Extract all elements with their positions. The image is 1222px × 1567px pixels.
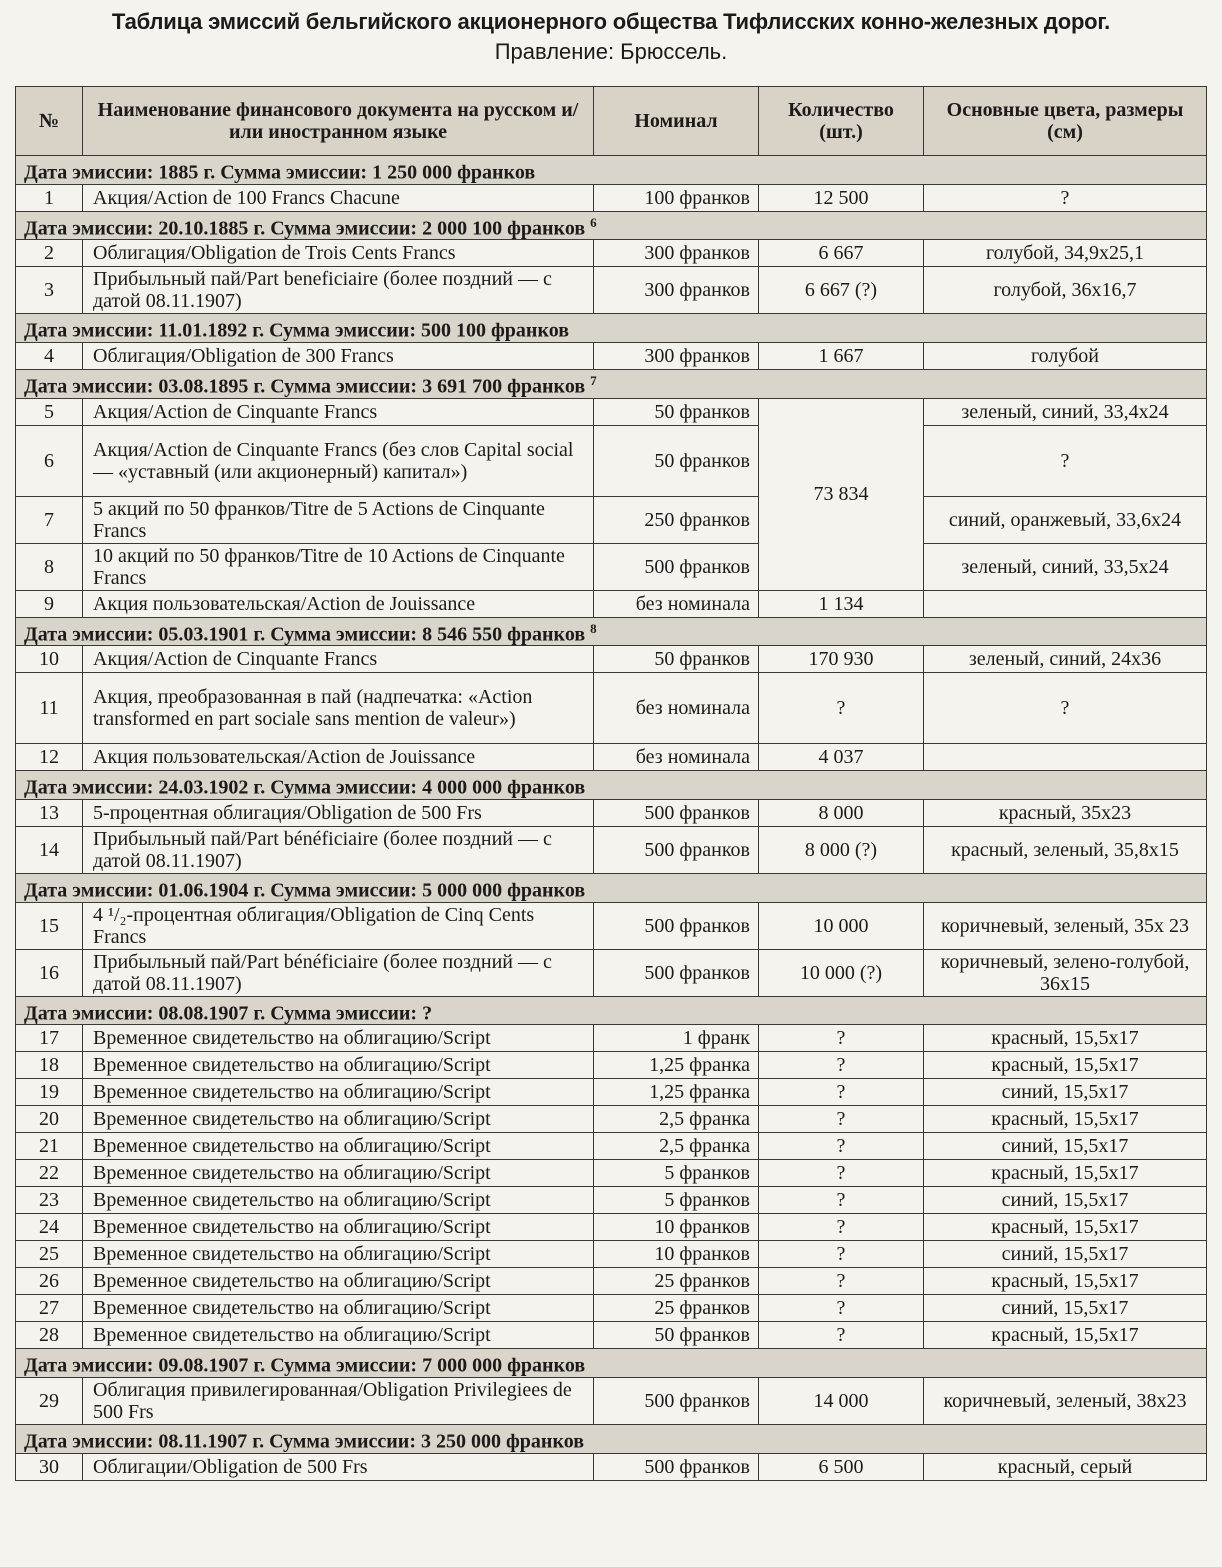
document-name: Акция/Action de Cinquante Francs — [83, 646, 594, 673]
table-row — [16, 1377, 1207, 1424]
colors-size: зеленый, синий, 33,5x24 — [924, 543, 1207, 590]
row-number: 27 — [16, 1295, 83, 1322]
nominal-value: 2,5 франка — [594, 1106, 759, 1133]
table-header-row — [16, 87, 1207, 156]
row-number: 16 — [16, 949, 83, 996]
quantity-value: 1 134 — [759, 590, 924, 617]
document-name: Облигация привилегированная/Obligation Privilegiees de 500 Frs — [83, 1377, 594, 1424]
emission-section-row — [16, 1349, 1207, 1378]
document-name: Временное свидетельство на облигацию/Script — [83, 1160, 594, 1187]
document-name: Временное свидетельство на облигацию/Script — [83, 1025, 594, 1052]
table-row — [16, 1268, 1207, 1295]
quantity-value: 6 667 — [759, 240, 924, 267]
emission-section-row — [16, 873, 1207, 902]
colors-size: зеленый, синий, 33,4x24 — [924, 398, 1207, 425]
row-number: 5 — [16, 398, 83, 425]
colors-size: синий, 15,5x17 — [924, 1295, 1207, 1322]
colors-size: красный, зеленый, 35,8x15 — [924, 826, 1207, 873]
quantity-value: 8 000 — [759, 799, 924, 826]
emission-section-row — [16, 314, 1207, 343]
table-row — [16, 1453, 1207, 1480]
row-number: 20 — [16, 1106, 83, 1133]
nominal-value: 2,5 франка — [594, 1133, 759, 1160]
nominal-value: 300 франков — [594, 267, 759, 314]
nominal-value: 250 франков — [594, 496, 759, 543]
emission-section-label: Дата эмиссии: 08.11.1907 г. Сумма эмиссии: 3 250 000 франков — [16, 1424, 1207, 1453]
emission-section-label: Дата эмиссии: 01.06.1904 г. Сумма эмиссии: 5 000 000 франков — [16, 873, 1207, 902]
document-name: Акция, преобразованная в пай (надпечатка: «Action transformed en part sociale sans mention de valeur») — [83, 673, 594, 744]
colors-size: красный, 35x23 — [924, 799, 1207, 826]
emission-section-row — [16, 617, 1207, 646]
header-quantity: Количество (шт.) — [759, 87, 924, 156]
colors-size: голубой — [924, 342, 1207, 369]
quantity-value: ? — [759, 1322, 924, 1349]
document-name: Временное свидетельство на облигацию/Script — [83, 1079, 594, 1106]
row-number: 1 — [16, 184, 83, 211]
nominal-value: 10 франков — [594, 1214, 759, 1241]
table-row — [16, 240, 1207, 267]
nominal-value: 1,25 франка — [594, 1052, 759, 1079]
table-row — [16, 902, 1207, 949]
quantity-value: 6 500 — [759, 1453, 924, 1480]
nominal-value: 500 франков — [594, 1377, 759, 1424]
quantity-value: 4 037 — [759, 744, 924, 771]
row-number: 10 — [16, 646, 83, 673]
nominal-value: 500 франков — [594, 826, 759, 873]
row-number: 25 — [16, 1241, 83, 1268]
colors-size: синий, 15,5x17 — [924, 1241, 1207, 1268]
table-row — [16, 184, 1207, 211]
colors-size: красный, 15,5x17 — [924, 1025, 1207, 1052]
table-row — [16, 826, 1207, 873]
page-subtitle: Правление: Брюссель. — [494, 39, 728, 64]
document-name: Облигация/Obligation de 300 Francs — [83, 342, 594, 369]
document-name: Облигации/Obligation de 500 Frs — [83, 1453, 594, 1480]
emission-section-label: Дата эмиссии: 1885 г. Сумма эмиссии: 1 250 000 франков — [16, 156, 1207, 185]
table-row — [16, 267, 1207, 314]
quantity-value: ? — [759, 1133, 924, 1160]
nominal-value: 500 франков — [594, 1453, 759, 1480]
row-number: 21 — [16, 1133, 83, 1160]
quantity-value: ? — [759, 1052, 924, 1079]
document-name: Акция/Action de Cinquante Francs — [83, 398, 594, 425]
quantity-value: 73 834 — [759, 398, 924, 590]
quantity-value: ? — [759, 673, 924, 744]
document-name: Временное свидетельство на облигацию/Script — [83, 1241, 594, 1268]
document-name: Прибыльный пай/Part bénéficiaire (более поздний — с датой 08.11.1907) — [83, 826, 594, 873]
document-name: Временное свидетельство на облигацию/Script — [83, 1214, 594, 1241]
colors-size: ? — [924, 425, 1207, 496]
nominal-value: без номинала — [594, 590, 759, 617]
nominal-value: 1 франк — [594, 1025, 759, 1052]
nominal-value: 25 франков — [594, 1268, 759, 1295]
row-number: 2 — [16, 240, 83, 267]
nominal-value: 100 франков — [594, 184, 759, 211]
colors-size: красный, 15,5x17 — [924, 1160, 1207, 1187]
table-row — [16, 949, 1207, 996]
quantity-value: 6 667 (?) — [759, 267, 924, 314]
quantity-value: ? — [759, 1079, 924, 1106]
row-number: 6 — [16, 425, 83, 496]
table-row — [16, 1214, 1207, 1241]
nominal-value: без номинала — [594, 744, 759, 771]
colors-size: голубой, 36x16,7 — [924, 267, 1207, 314]
colors-size: синий, 15,5x17 — [924, 1079, 1207, 1106]
document-name: Временное свидетельство на облигацию/Script — [83, 1268, 594, 1295]
header-name: Наименование финансового документа на русском и/или иностранном языке — [83, 87, 594, 156]
emission-section-row — [16, 211, 1207, 240]
colors-size: коричневый, зелено-голубой, 36x15 — [924, 949, 1207, 996]
row-number: 11 — [16, 673, 83, 744]
row-number: 4 — [16, 342, 83, 369]
table-row — [16, 646, 1207, 673]
colors-size — [924, 744, 1207, 771]
row-number: 17 — [16, 1025, 83, 1052]
table-row — [16, 543, 1207, 590]
colors-size: красный, 15,5x17 — [924, 1322, 1207, 1349]
colors-size: синий, оранжевый, 33,6x24 — [924, 496, 1207, 543]
emission-section-label: Дата эмиссии: 24.03.1902 г. Сумма эмиссии: 4 000 000 франков — [16, 771, 1207, 800]
table-row — [16, 1322, 1207, 1349]
document-name: 5 акций по 50 франков/Titre de 5 Actions de Cinquante Francs — [83, 496, 594, 543]
page-title: Таблица эмиссий бельгийского акционерного общества Тифлисских конно-железных дорог. — [111, 9, 1111, 34]
row-number: 19 — [16, 1079, 83, 1106]
emission-section-label: Дата эмиссии: 09.08.1907 г. Сумма эмиссии: 7 000 000 франков — [16, 1349, 1207, 1378]
document-name: Акция/Action de Cinquante Francs (без слов Capital social — «уставный (или акционерный) капитал») — [83, 425, 594, 496]
row-number: 18 — [16, 1052, 83, 1079]
nominal-value: 500 франков — [594, 902, 759, 949]
colors-size: коричневый, зеленый, 38x23 — [924, 1377, 1207, 1424]
table-row — [16, 1187, 1207, 1214]
colors-size — [924, 590, 1207, 617]
document-name: Временное свидетельство на облигацию/Script — [83, 1295, 594, 1322]
table-row — [16, 744, 1207, 771]
row-number: 23 — [16, 1187, 83, 1214]
quantity-value: ? — [759, 1160, 924, 1187]
quantity-value: 12 500 — [759, 184, 924, 211]
emission-section-label: Дата эмиссии: 05.03.1901 г. Сумма эмиссии: 8 546 550 франков $^8$ — [16, 617, 1207, 646]
table-row — [16, 425, 1207, 496]
row-number: 9 — [16, 590, 83, 617]
quantity-value: ? — [759, 1025, 924, 1052]
nominal-value: 10 франков — [594, 1241, 759, 1268]
row-number: 14 — [16, 826, 83, 873]
row-number: 12 — [16, 744, 83, 771]
table-row — [16, 1106, 1207, 1133]
header-colors: Основные цвета, размеры (см) — [924, 87, 1207, 156]
row-number: 7 — [16, 496, 83, 543]
table-row — [16, 1295, 1207, 1322]
table-row — [16, 1160, 1207, 1187]
row-number: 13 — [16, 799, 83, 826]
emission-section-row — [16, 369, 1207, 398]
colors-size: коричневый, зеленый, 35x 23 — [924, 902, 1207, 949]
quantity-value: 14 000 — [759, 1377, 924, 1424]
nominal-value: 500 франков — [594, 799, 759, 826]
nominal-value: 500 франков — [594, 949, 759, 996]
document-name: Акция пользовательская/Action de Jouissance — [83, 744, 594, 771]
header-num: № — [16, 87, 83, 156]
emission-section-label: Дата эмиссии: 08.08.1907 г. Сумма эмиссии: ? — [16, 996, 1207, 1025]
row-number: 26 — [16, 1268, 83, 1295]
nominal-value: 1,25 франка — [594, 1079, 759, 1106]
nominal-value: 50 франков — [594, 646, 759, 673]
document-name: Временное свидетельство на облигацию/Script — [83, 1187, 594, 1214]
row-number: 8 — [16, 543, 83, 590]
quantity-value: 10 000 (?) — [759, 949, 924, 996]
emission-section-row — [16, 771, 1207, 800]
document-name: 5-процентная облигация/Obligation de 500 Frs — [83, 799, 594, 826]
emission-section-row — [16, 1424, 1207, 1453]
nominal-value: 50 франков — [594, 1322, 759, 1349]
document-name: Прибыльный пай/Part bénéficiaire (более поздний — с датой 08.11.1907) — [83, 949, 594, 996]
quantity-value: 8 000 (?) — [759, 826, 924, 873]
document-name: Временное свидетельство на облигацию/Script — [83, 1052, 594, 1079]
row-number: 24 — [16, 1214, 83, 1241]
row-number: 30 — [16, 1453, 83, 1480]
row-number: 29 — [16, 1377, 83, 1424]
nominal-value: 5 франков — [594, 1187, 759, 1214]
colors-size: красный, 15,5x17 — [924, 1052, 1207, 1079]
table-row — [16, 1025, 1207, 1052]
document-name: 10 акций по 50 франков/Titre de 10 Actions de Cinquante Francs — [83, 543, 594, 590]
document-name: Акция/Action de 100 Francs Chacune — [83, 184, 594, 211]
table-row — [16, 1241, 1207, 1268]
colors-size: ? — [924, 673, 1207, 744]
colors-size: синий, 15,5x17 — [924, 1187, 1207, 1214]
table-row — [16, 342, 1207, 369]
document-name: Прибыльный пай/Part beneficiaire (более поздний — с датой 08.11.1907) — [83, 267, 594, 314]
document-name: Облигация/Obligation de Trois Cents Francs — [83, 240, 594, 267]
emission-section-label: Дата эмиссии: 03.08.1895 г. Сумма эмиссии: 3 691 700 франков $^7$ — [16, 369, 1207, 398]
nominal-value: 50 франков — [594, 398, 759, 425]
colors-size: зеленый, синий, 24x36 — [924, 646, 1207, 673]
document-name: Временное свидетельство на облигацию/Script — [83, 1133, 594, 1160]
table-row — [16, 590, 1207, 617]
nominal-value: 500 франков — [594, 543, 759, 590]
table-row — [16, 496, 1207, 543]
colors-size: красный, 15,5x17 — [924, 1268, 1207, 1295]
colors-size: синий, 15,5x17 — [924, 1133, 1207, 1160]
emission-section-label: Дата эмиссии: 11.01.1892 г. Сумма эмиссии: 500 100 франков — [16, 314, 1207, 343]
row-number: 22 — [16, 1160, 83, 1187]
nominal-value: 5 франков — [594, 1160, 759, 1187]
quantity-value: 10 000 — [759, 902, 924, 949]
table-row — [16, 673, 1207, 744]
document-name: Временное свидетельство на облигацию/Script — [83, 1322, 594, 1349]
quantity-value: ? — [759, 1241, 924, 1268]
row-number: 15 — [16, 902, 83, 949]
quantity-value: ? — [759, 1268, 924, 1295]
colors-size: красный, 15,5x17 — [924, 1106, 1207, 1133]
emission-section-row — [16, 996, 1207, 1025]
table-row — [16, 1079, 1207, 1106]
emissions-table — [15, 86, 1207, 1481]
nominal-value: 300 франков — [594, 342, 759, 369]
nominal-value: 25 франков — [594, 1295, 759, 1322]
quantity-value: ? — [759, 1106, 924, 1133]
nominal-value: без номинала — [594, 673, 759, 744]
nominal-value: 300 франков — [594, 240, 759, 267]
row-number: 28 — [16, 1322, 83, 1349]
header-nominal: Номинал — [594, 87, 759, 156]
table-row — [16, 1052, 1207, 1079]
table-row — [16, 1133, 1207, 1160]
emission-section-label: Дата эмиссии: 20.10.1885 г. Сумма эмиссии: 2 000 100 франков $^6$ — [16, 211, 1207, 240]
table-row — [16, 799, 1207, 826]
quantity-value: 1 667 — [759, 342, 924, 369]
emission-section-row — [16, 156, 1207, 185]
document-name: Временное свидетельство на облигацию/Script — [83, 1106, 594, 1133]
quantity-value: ? — [759, 1214, 924, 1241]
nominal-value: 50 франков — [594, 425, 759, 496]
quantity-value: ? — [759, 1187, 924, 1214]
quantity-value: ? — [759, 1295, 924, 1322]
quantity-value: 170 930 — [759, 646, 924, 673]
colors-size: ? — [924, 184, 1207, 211]
colors-size: красный, серый — [924, 1453, 1207, 1480]
table-row — [16, 398, 1207, 425]
colors-size: красный, 15,5x17 — [924, 1214, 1207, 1241]
document-name: Акция пользовательская/Action de Jouissance — [83, 590, 594, 617]
row-number: 3 — [16, 267, 83, 314]
colors-size: голубой, 34,9x25,1 — [924, 240, 1207, 267]
document-name: 4 ¹/₂-процентная облигация/Obligation de Cinq Cents Francs — [83, 902, 594, 949]
